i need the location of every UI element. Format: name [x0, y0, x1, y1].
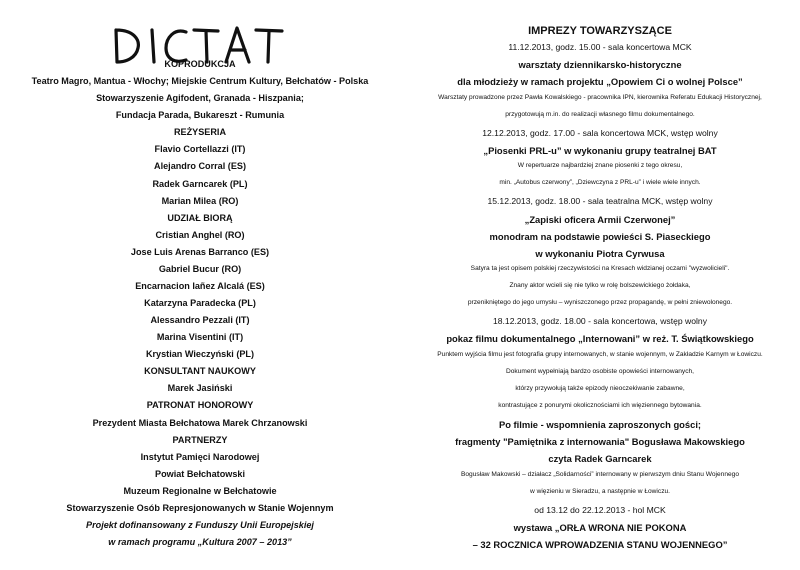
credit-line: Katarzyna Paradecka (PL) [144, 298, 256, 308]
event-title: Po filmie - wspomnienia zaproszonych gości; [498, 419, 702, 431]
credit-line: Alessandro Pezzali (IT) [150, 315, 250, 326]
credit-line: w ramach programu „Kultura 2007 – 2013” [108, 537, 292, 547]
credit-line: Prezydent Miasta Bełchatowa Marek Chrzanowski [92, 417, 308, 428]
event-description: Punktem wyjścia filmu jest fotografia grupy internowanych, w stanie wojennym, w Zakładzie Karnym w Łowiczu. [437, 350, 763, 358]
section-heading: UDZIAŁ BIORĄ [167, 212, 233, 223]
credit-line: Gabriel Bucur (RO) [158, 263, 242, 274]
event-description: kontrastujące z ponurymi okolicznościami ich więziennego bytowania. [498, 401, 702, 409]
credit-line: Alejandro Corral (ES) [154, 161, 246, 172]
event-title: „Piosenki PRL-u” w wykonaniu grupy teatralnej BAT [483, 144, 717, 156]
event-description: przygotowują m.in. do realizacji własnego filmu dokumentalnego. [505, 110, 695, 118]
event-description: Dokument wypełniają bardzo osobiste opowieści internowanych, [505, 367, 695, 375]
credit-line: Cristian Anghel (RO) [155, 229, 245, 240]
event-title: dla młodzieży w ramach projektu „Opowiem Ci o wolnej Polsce” [457, 76, 743, 88]
credit-line: Jose Luis Arenas Barranco (ES) [130, 246, 270, 257]
section-heading: KONSULTANT NAUKOWY [144, 366, 256, 377]
credit-line: Stowarzyszenie Osób Represjonowanych w Stanie Wojennym [66, 502, 334, 513]
credit-line: Muzeum Regionalne w Bełchatowie [123, 485, 277, 496]
event-description: którzy przywołują także epizody nieoczekiwanie zabawne, [515, 384, 685, 392]
event-description: W repertuarze najbardziej znane piosenki z tego okresu, [517, 162, 683, 170]
credit-line: Powiat Bełchatowski [155, 468, 245, 479]
credit-line: Flavio Cortellazzi (IT) [154, 144, 246, 155]
credit-line: Encarnacion Iañez Alcalá (ES) [135, 280, 265, 291]
event-description: Satyra ta jest opisem polskiej rzeczywistości na Kresach widzianej oczami "wyzwolicieli". [470, 264, 730, 272]
event-description: Warsztaty prowadzone przez Pawła Kowalskiego - pracownika IPN, kierownika Referatu Edukacji Historycznej, [438, 93, 762, 101]
credit-line: Krystian Wieczyński (PL) [145, 349, 255, 360]
event-date: 18.12.2013, godz. 18.00 - sala koncertowa, wstęp wolny [492, 316, 708, 327]
section-heading: PATRONAT HONOROWY [146, 400, 254, 411]
event-title: – 32 ROCZNICA WPROWADZENIA STANU WOJENNEGO” [472, 539, 728, 550]
event-title: czyta Radek Garncarek [548, 453, 652, 465]
event-title: monodram na podstawie powieści S. Piaseckiego [489, 230, 711, 242]
event-title: warsztaty dziennikarsko-historyczne [518, 59, 682, 71]
credit-line: Marian Milea (RO) [161, 195, 239, 206]
event-description: w więzieniu w Sieradzu, a następnie w Łowiczu. [529, 487, 670, 495]
event-description: Znany aktor wcieli się nie tylko w rolę bolszewickiego żołdaka, [509, 282, 691, 289]
event-title: fragmenty "Pamiętnika z internowania" Bogusława Makowskiego [455, 436, 745, 448]
section-heading: PARTNERZY [172, 434, 228, 445]
event-title: pokaz filmu dokumentalnego „Internowani” w reż. T. Świątkowskiego [446, 333, 754, 345]
credit-line: Stowarzyszenie Agifodent, Granada - Hiszpania; [96, 93, 304, 104]
section-heading: REŻYSERIA [173, 127, 227, 138]
credit-line: Instytut Pamięci Narodowej [140, 451, 260, 462]
event-title: wystawa „ORŁA WRONA NIE POKONA [513, 521, 687, 533]
credit-line: Radek Garncarek (PL) [152, 178, 248, 189]
section-heading: KOPRODUKCJA [164, 59, 236, 69]
credit-line: Fundacja Parada, Bukareszt - Rumunia [115, 110, 285, 121]
event-description: Bogusław Makowski – działacz „Solidarności” internowany w pierwszym dniu Stanu Wojennego [460, 470, 740, 478]
event-description: przenikniętego do jego umysłu – wyniszczonego przez propagandę, w pełni zniewolonego. [467, 299, 733, 307]
events-heading: IMPREZY TOWARZYSZĄCE [528, 25, 672, 37]
event-date: 15.12.2013, godz. 18.00 - sala teatralna MCK, wstęp wolny [487, 196, 713, 207]
credit-line: Projekt dofinansowany z Funduszy Unii Europejskiej [86, 519, 314, 530]
credit-line: Marina Visentini (IT) [156, 332, 244, 343]
event-date: od 13.12 do 22.12.2013 - hol MCK [534, 504, 666, 515]
event-description: min. „Autobus czerwony”, „Dziewczyna z PRL-u” i wiele wiele innych. [499, 179, 701, 187]
event-title: w wykonaniu Piotra Cyrwusa [535, 247, 665, 259]
event-date: 11.12.2013, godz. 15.00 - sala koncertowa MCK [508, 42, 692, 53]
event-date: 12.12.2013, godz. 17.00 - sala koncertowa MCK, wstęp wolny [482, 127, 718, 138]
credit-line: Marek Jasiński [167, 383, 233, 394]
event-title: „Zapiski oficera Armii Czerwonej” [524, 213, 676, 225]
credit-line: Teatro Magro, Mantua - Włochy; Miejskie Centrum Kultury, Bełchatów - Polska [31, 76, 369, 87]
